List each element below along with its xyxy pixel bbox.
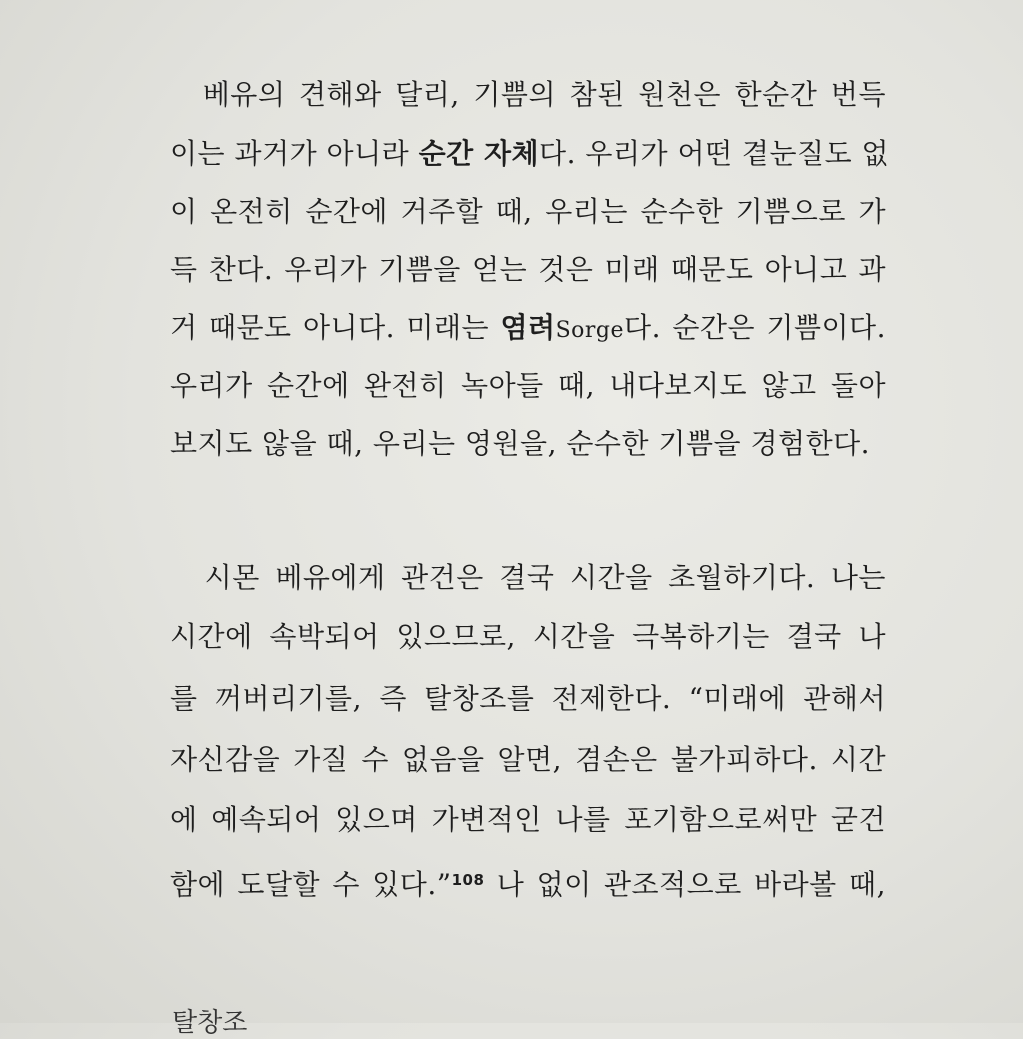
text: 거 때문도 아니다. 미래는 <box>170 311 501 344</box>
text-line: 를 꺼버리기를, 즉 탈창조를 전제한다. “미래에 관해서 <box>170 682 886 715</box>
text: 이는 과거가 아니라 <box>170 137 419 170</box>
running-footer: 탈창조 <box>172 1008 248 1038</box>
text-line: 베유의 견해와 달리, 기쁨의 참된 원천은 한순간 번득 <box>170 78 886 111</box>
foreign-term: Sorge <box>555 318 625 343</box>
text: 함에 도달할 수 있다.” <box>170 868 452 901</box>
footnote-marker: 108 <box>451 871 485 889</box>
text: 나 없이 관조적으로 바라볼 때, <box>484 868 886 901</box>
text-line: 우리가 순간에 완전히 녹아들 때, 내다보지도 않고 돌아 <box>170 369 886 402</box>
bold-term: 순간 자체 <box>418 137 540 170</box>
text-line: 보지도 않을 때, 우리는 영원을, 순수한 기쁨을 경험한다. <box>170 427 871 460</box>
text-line: 시간에 속박되어 있으므로, 시간을 극복하기는 결국 나 <box>170 620 886 653</box>
text-line: 득 찬다. 우리가 기쁨을 얻는 것은 미래 때문도 아니고 과 <box>170 253 886 286</box>
text-line: 에 예속되어 있으며 가변적인 나를 포기함으로써만 굳건 <box>170 803 886 836</box>
text-line <box>170 862 886 903</box>
text: 다. 순간은 기쁨이다. <box>624 311 886 344</box>
bold-term: 염려 <box>500 311 556 344</box>
text-line <box>170 310 886 349</box>
text: 다. 우리가 어떤 곁눈질도 없 <box>539 137 890 170</box>
text-line: 자신감을 가질 수 없음을 알면, 겸손은 불가피하다. 시간 <box>170 743 886 776</box>
text-line: 이 온전히 순간에 거주할 때, 우리는 순수한 기쁨으로 가 <box>170 195 886 228</box>
text-line <box>170 136 890 172</box>
text-line: 시몬 베유에게 관건은 결국 시간을 초월하기다. 나는 <box>170 561 886 594</box>
